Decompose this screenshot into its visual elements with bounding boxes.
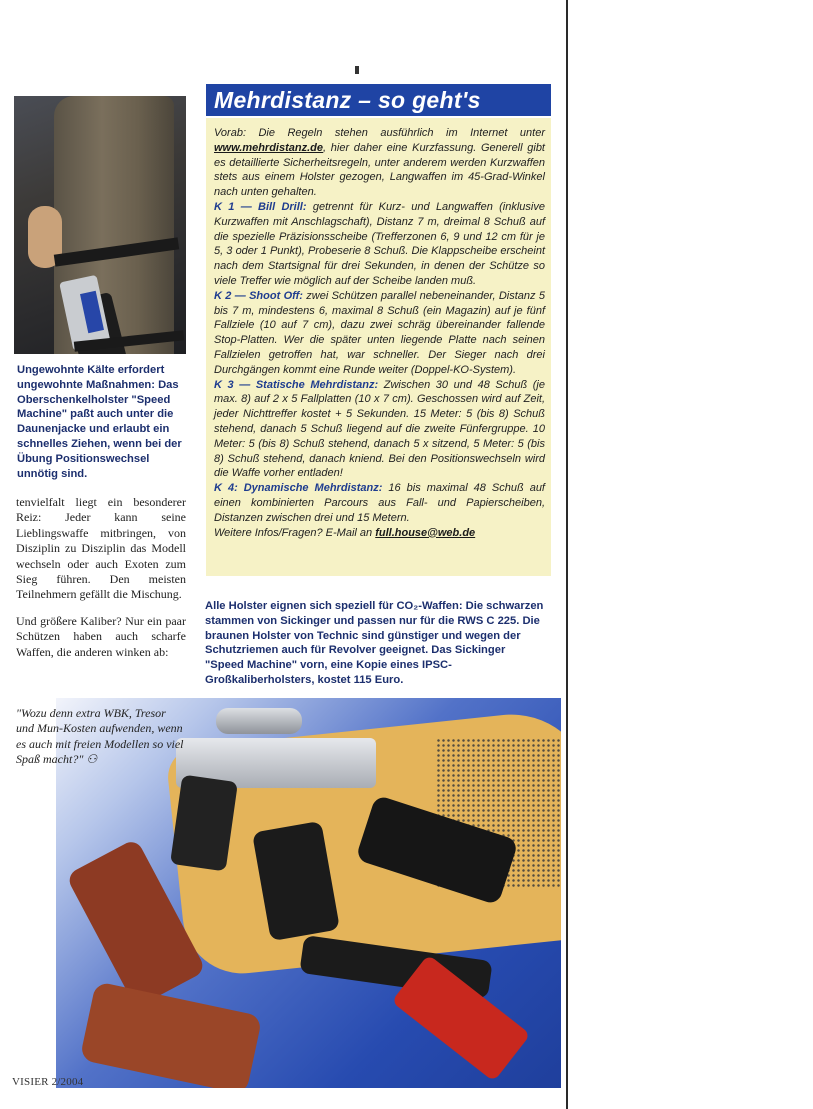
box-title: Mehrdistanz – so geht's [206, 84, 551, 116]
end-mark-icon: ⚇ [86, 752, 98, 767]
blank-margin [568, 0, 813, 1109]
body-paragraph-1: tenvielfalt liegt ein besonderer Reiz: Jeder kann seine Lieblingswaffe mitbringen, von Disziplin zu Disziplin das Modell wechseln oder auch Exoten zum Sieg führen. Den meisten Teilnehmern gefällt die Mischung. [16, 495, 186, 602]
rules-box [206, 118, 551, 576]
footer-issue: VISIER 2/2004 [12, 1076, 84, 1088]
photo-brown-holster-2 [80, 981, 263, 1088]
thigh-holster-photo [14, 96, 186, 354]
print-mark [355, 66, 359, 74]
rule-k2: K 2 — Shoot Off: zwei Schützen parallel nebeneinander, Distanz 5 bis 7 m, mindestens 6, maximal 8 Schuß (ein Magazin) auf je fünf Fallziele (10 auf 7 cm), dazu zwei schräg übereinander fallende Stop-Platten. Wer die später unten liegende Platte nach seinen Fallzielen getroffen hat, war schneller. Der Sieger nach drei Durchgängen kommt eine Runde weiter (Doppel-KO-System). [214, 289, 545, 376]
rule-k3: K 3 — Statische Mehrdistanz: Zwischen 30 und 48 Schuß (je max. 8) auf 2 x 5 Fallplatten (10 x 7 cm). Geschossen wird auf Zeit, jeder Nichttreffer kostet + 5 Sekunden. 15 Meter: 5 (bis 8) Schuß stehend, danach 5 Schuß liegend auf die zweite Fünfergruppe. 10 Meter: 5 (bis 8) Schuß stehend, danach 5 x sitzend, 5 Meter: 5 (bis 8) Schuß stehend, danach kniend. Bei den Positionswechseln wird die Waffe vorher entladen! [214, 378, 545, 480]
body-column [16, 495, 186, 671]
contact-line: Weitere Infos/Fragen? E-Mail an full.house@web.de [214, 526, 476, 539]
caption-top: Ungewohnte Kälte erfordert ungewohnte Maßnahmen: Das Oberschenkelholster "Speed Machine" paßt auch unter die Daunenjacke und erlaubt ein schnelles Ziehen, wenn bei der Übung Positionswechsel unnötig sind. [17, 364, 182, 480]
body-paragraph-2: Und größere Kaliber? Nur ein paar Schützen haben auch scharfe Waffen, die anderen winken ab: [16, 613, 186, 659]
rule-k4: K 4: Dynamische Mehrdistanz: 16 bis maximal 48 Schuß auf einen kombinierten Parcours aus Fall- und Papierscheiben, Distanzen zwischen drei und 15 Metern. [214, 482, 545, 524]
quote-text: "Wozu denn extra WBK, Tresor und Mun-Kosten aufwenden, wenn es auch mit freien Modellen so viel Spaß macht?" ⚇ [16, 706, 184, 767]
caption-holsters: Alle Holster eignen sich speziell für CO₂-Waffen: Die schwarzen stammen von Sickinger und passen nur für die RWS C 225. Die braunen Holster von Technic sind günstiger und wegen der Schutzriemen auch für Revolver geeignet. Das Sickinger "Speed Machine" vorn, eine Kopie eines IPSC-Großkaliberholsters, kostet 115 Euro. [205, 600, 544, 686]
email-link[interactable]: full.house@web.de [375, 526, 476, 539]
website-link[interactable]: www.mehrdistanz.de [214, 141, 324, 154]
photo-red-dot-sight [216, 708, 302, 734]
rules-intro: Vorab: Die Regeln stehen ausführlich im Internet unter www.mehrdistanz.de, hier daher eine Kurzfassung. Generell gibt es detaillierte Sicherheitsregeln, unter anderem werden Kurzwaffen stets aus einem Holster gezogen, Langwaffen im 45-Grad-Winkel nach unten gehalten. [214, 127, 545, 199]
rule-k1: K 1 — Bill Drill: getrennt für Kurz- und Langwaffen (inklusive Kurzwaffen mit Anschlagschaft), Distanz 7 m, dreimal 8 Schuß auf die spezielle Präzisionsscheibe (Trefferzonen 6, 9 und 12 cm für je 5, 3 oder 1 Punkt), Probeserie 8 Schuß. Die Klappscheibe erscheint nach dem Startsignal für drei Sekunden, in denen der Schütze so viele Treffer wie möglich auf der Scheibe landen muß. [214, 200, 545, 287]
